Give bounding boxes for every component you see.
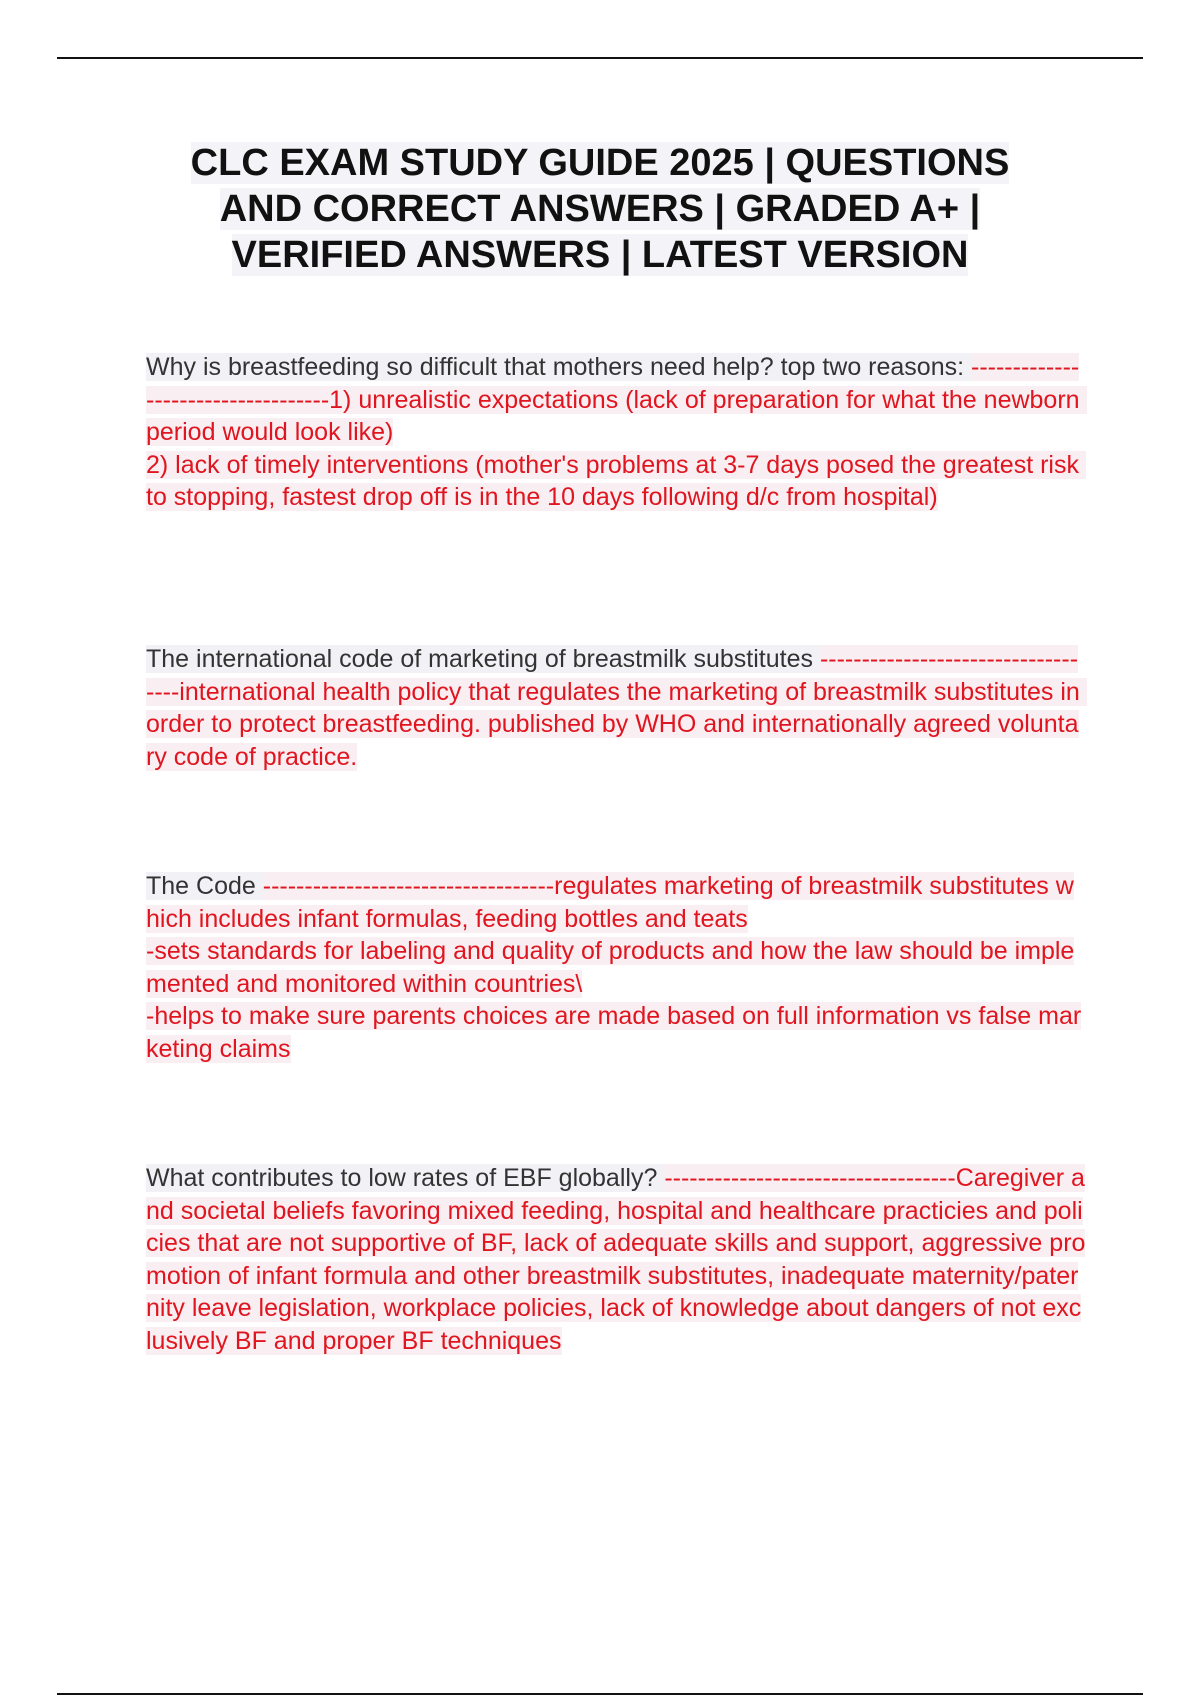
question-text: Why is breastfeeding so difficult that mothers need help? top two reasons: (146, 353, 971, 381)
document-title-text: CLC EXAM STUDY GUIDE 2025 | QUESTIONS AND CORRECT ANSWERS | GRADED A+ | VERIFIED ANSWERS | LATEST VERSION (190, 142, 1010, 276)
qa-item (146, 1162, 1086, 1357)
question-text: What contributes to low rates of EBF globally? (146, 1164, 665, 1192)
question-text: The Code (146, 872, 263, 900)
answer-text: -----------------------------------regulates marketing of breastmilk substitutes which includes infant formulas, feeding bottles and teats -sets standards for labeling and quality of products and how the law should be implemented and monitored within countries\ -helps to make sure parents choices are made based on full information vs false marketing claims (146, 872, 1082, 1063)
answer-text: -----------------------------------1) unrealistic expectations (lack of preparation for what the newborn period would look like) 2) lack of timely interventions (mother's problems at 3-7 days posed the greatest risk to stopping, fastest drop off is in the 10 days following d/c from hospital) (146, 353, 1087, 511)
answer-text: -----------------------------------Caregiver and societal beliefs favoring mixed feeding, hospital and healthcare practicies and policies that are not supportive of BF, lack of adequate skills and support, aggressive promotion of infant formula and other breastmilk substitutes, inadequate maternity/paternity leave legislation, workplace policies, lack of knowledge about dangers of not exclusively BF and proper BF techniques (146, 1164, 1086, 1355)
qa-item (146, 351, 1086, 514)
question-text: The international code of marketing of breastmilk substitutes (146, 645, 820, 673)
document-title (150, 140, 1050, 278)
top-rule (57, 57, 1143, 59)
bottom-rule (57, 1693, 1143, 1695)
qa-item (146, 870, 1086, 1065)
answer-text: -----------------------------------international health policy that regulates the marketing of breastmilk substitutes in order to protect breastfeeding. published by WHO and internationally agreed voluntary code of practice. (146, 645, 1087, 771)
qa-item (146, 643, 1086, 773)
